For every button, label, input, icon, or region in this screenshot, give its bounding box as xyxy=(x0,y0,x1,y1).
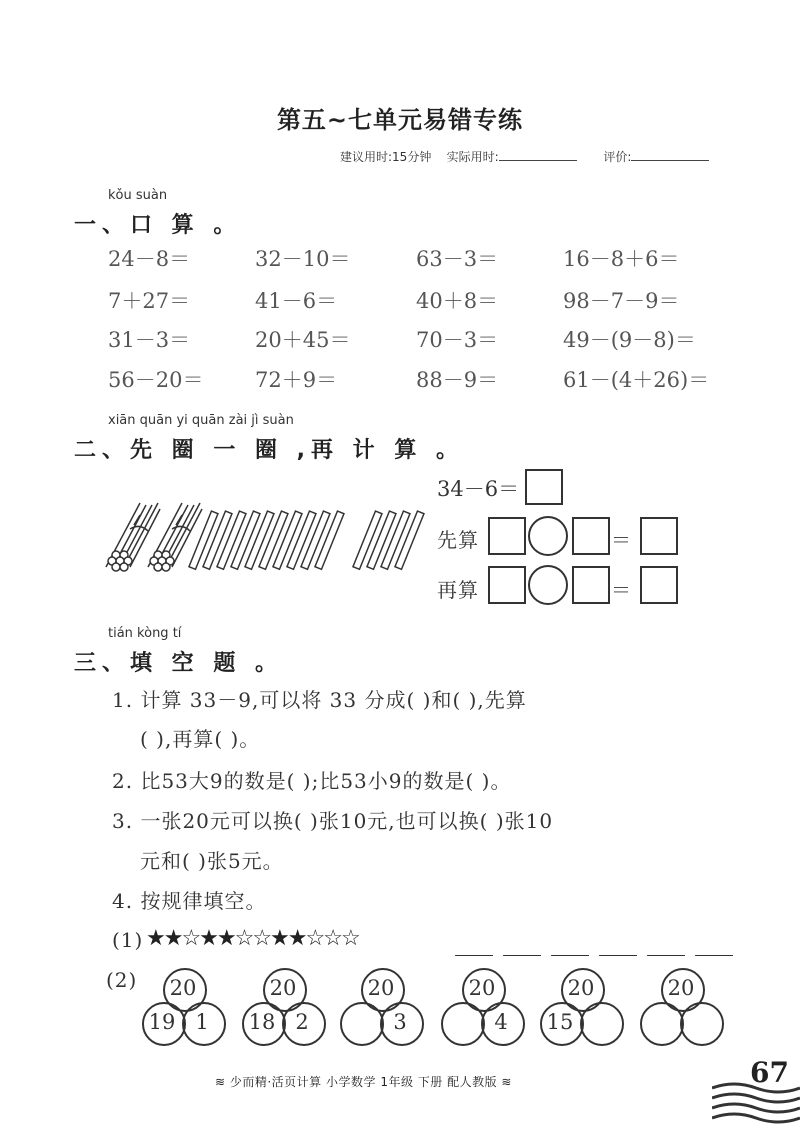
s2-equation: 34－6＝ xyxy=(437,477,520,501)
bond-right[interactable]: 2 xyxy=(295,1010,309,1034)
operator-circle[interactable] xyxy=(528,516,568,556)
bond-top: 20 xyxy=(567,976,595,1000)
question-3-line-1: 3. 一张20元可以换( )张10元,也可以换( )张10 xyxy=(112,809,554,833)
pattern-2-label: (2) xyxy=(106,968,138,992)
bond-left[interactable]: 15 xyxy=(546,1010,574,1034)
evaluation-field[interactable] xyxy=(631,160,709,161)
calc-item: 32－10＝ xyxy=(255,247,351,271)
question-3-line-2: 元和( )张5元。 xyxy=(140,849,284,873)
pattern-1-label: (1) xyxy=(112,928,144,952)
second-step-label: 再算 xyxy=(437,578,479,602)
answer-box[interactable] xyxy=(488,566,526,604)
s2-pinyin: xiān quān yi quān zài jì suàn xyxy=(108,413,294,428)
calc-item: 70－3＝ xyxy=(416,328,499,352)
meta-line xyxy=(340,148,709,165)
answer-box[interactable] xyxy=(572,517,610,555)
answer-box[interactable] xyxy=(525,469,563,505)
number-bond-1 xyxy=(138,968,228,1048)
s1-heading: 一、口 算 。 xyxy=(74,213,242,238)
question-2: 2. 比53大9的数是( );比53小9的数是( )。 xyxy=(112,769,512,793)
s3-pinyin: tián kòng tí xyxy=(108,626,182,641)
loose-sticks-group-a xyxy=(189,511,344,569)
first-step-label: 先算 xyxy=(437,528,479,552)
pattern-blanks xyxy=(455,944,743,963)
answer-blank[interactable] xyxy=(599,954,637,956)
bond-top: 20 xyxy=(367,976,395,1000)
s2-heading: 二、先 圈 一 圈 ,再 计 算 。 xyxy=(74,438,464,463)
footer-text: ≋ 少而精·活页计算 小学数学 1年级 下册 配人教版 ≋ xyxy=(215,1075,512,1089)
evaluation-label: 评价: xyxy=(603,150,632,164)
suggested-time: 建议用时:15分钟 xyxy=(340,150,432,164)
bond-left[interactable]: 19 xyxy=(148,1010,176,1034)
answer-blank[interactable] xyxy=(503,954,541,956)
bond-left[interactable]: 18 xyxy=(248,1010,276,1034)
bond-top: 20 xyxy=(269,976,297,1000)
calc-item: 63－3＝ xyxy=(416,247,499,271)
calc-item: 20＋45＝ xyxy=(255,328,351,352)
bond-top: 20 xyxy=(667,976,695,1000)
answer-blank[interactable] xyxy=(647,954,685,956)
actual-time-label: 实际用时: xyxy=(446,150,499,164)
star-pattern: ★★☆★★☆☆★★☆☆☆ xyxy=(146,926,359,951)
bond-right[interactable]: 3 xyxy=(393,1010,407,1034)
bond-right[interactable]: 1 xyxy=(195,1010,209,1034)
stick-bundles-illustration xyxy=(100,495,430,575)
answer-blank[interactable] xyxy=(455,954,493,956)
bond-top: 20 xyxy=(468,976,496,1000)
answer-box[interactable] xyxy=(488,517,526,555)
number-bond-2 xyxy=(238,968,328,1048)
calc-item: 40＋8＝ xyxy=(416,289,499,313)
answer-box[interactable] xyxy=(640,517,678,555)
calc-item: 98－7－9＝ xyxy=(563,289,680,313)
calc-item: 56－20＝ xyxy=(108,368,204,392)
number-bond-3 xyxy=(336,968,426,1048)
actual-time-field[interactable] xyxy=(499,160,577,161)
calc-item: 61－(4＋26)＝ xyxy=(563,368,710,392)
answer-blank[interactable] xyxy=(695,954,733,956)
calc-item: 16－8＋6＝ xyxy=(563,247,680,271)
number-bond-5 xyxy=(536,968,626,1048)
page-title: 第五~七单元易错专练 xyxy=(276,106,524,134)
calc-item: 24－8＝ xyxy=(108,247,191,271)
answer-box[interactable] xyxy=(640,566,678,604)
calc-item: 31－3＝ xyxy=(108,328,191,352)
bond-right[interactable]: 4 xyxy=(494,1010,508,1034)
calc-item: 72＋9＝ xyxy=(255,368,338,392)
equals-sign: ＝ xyxy=(611,578,632,602)
question-1-line-1: 1. 计算 33－9,可以将 33 分成( )和( ),先算 xyxy=(112,688,527,712)
calc-item: 41－6＝ xyxy=(255,289,338,313)
s1-pinyin: kǒu suàn xyxy=(108,188,168,203)
bond-top: 20 xyxy=(169,976,197,1000)
calc-item: 88－9＝ xyxy=(416,368,499,392)
number-bond-4 xyxy=(437,968,527,1048)
answer-blank[interactable] xyxy=(551,954,589,956)
loose-sticks-group-b xyxy=(353,511,424,569)
s3-heading: 三、填 空 题 。 xyxy=(74,651,283,676)
calc-item: 7＋27＝ xyxy=(108,289,191,313)
answer-box[interactable] xyxy=(572,566,610,604)
page-number: 67 xyxy=(750,1056,789,1089)
number-bond-6 xyxy=(636,968,726,1048)
calc-item: 49－(9－8)＝ xyxy=(563,328,696,352)
question-1-line-2: ( ),再算( )。 xyxy=(140,727,261,751)
equals-sign: ＝ xyxy=(611,528,632,552)
question-4: 4. 按规律填空。 xyxy=(112,889,267,913)
operator-circle[interactable] xyxy=(528,565,568,605)
